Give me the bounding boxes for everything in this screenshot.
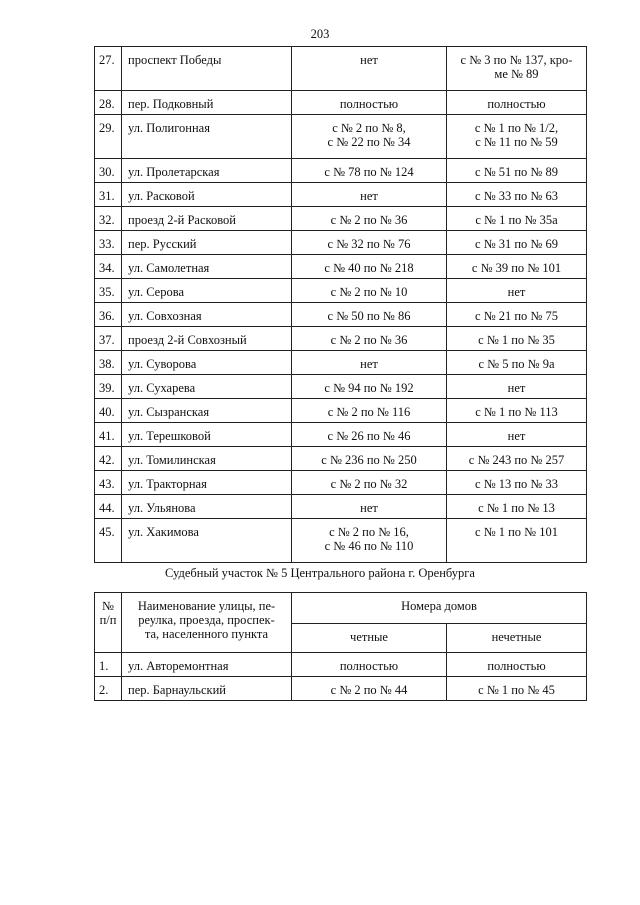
header-row-1: [95, 593, 587, 624]
even-houses: с № 2 по № 44: [292, 677, 447, 701]
street-name: проезд 2-й Расковой: [122, 207, 292, 231]
row-number: 34.: [95, 255, 122, 279]
street-row: [95, 495, 587, 519]
header-number: № п/п: [95, 593, 122, 653]
street-row: [95, 159, 587, 183]
street-name: ул. Томилинская: [122, 447, 292, 471]
street-name: ул. Серова: [122, 279, 292, 303]
court-district-5-table: [94, 592, 587, 701]
odd-houses: с № 39 по № 101: [447, 255, 587, 279]
header-odd: нечетные: [447, 624, 587, 653]
street-row: [95, 183, 587, 207]
street-name: пер. Подковный: [122, 91, 292, 115]
page-number: 203: [310, 27, 330, 41]
even-houses: с № 2 по № 36: [292, 327, 447, 351]
row-number: 43.: [95, 471, 122, 495]
odd-houses: с № 1 по № 113: [447, 399, 587, 423]
street-name: ул. Тракторная: [122, 471, 292, 495]
street-row: [95, 115, 587, 159]
row-number: 2.: [95, 677, 122, 701]
street-name: проезд 2-й Совхозный: [122, 327, 292, 351]
even-houses: нет: [292, 351, 447, 375]
row-number: 39.: [95, 375, 122, 399]
row-number: 40.: [95, 399, 122, 423]
row-number: 44.: [95, 495, 122, 519]
odd-houses: с № 33 по № 63: [447, 183, 587, 207]
street-name: ул. Совхозная: [122, 303, 292, 327]
street-row: [95, 207, 587, 231]
row-number: 42.: [95, 447, 122, 471]
street-name: ул. Расковой: [122, 183, 292, 207]
row-number: 35.: [95, 279, 122, 303]
even-houses: с № 2 по № 8, с № 22 по № 34: [292, 115, 447, 159]
odd-houses: полностью: [447, 91, 587, 115]
street-name: ул. Сухарева: [122, 375, 292, 399]
row-number: 29.: [95, 115, 122, 159]
even-houses: с № 78 по № 124: [292, 159, 447, 183]
street-row: [95, 351, 587, 375]
street-table-continued: [94, 46, 587, 563]
odd-houses: с № 21 по № 75: [447, 303, 587, 327]
row-number: 33.: [95, 231, 122, 255]
even-houses: с № 2 по № 10: [292, 279, 447, 303]
street-row: [95, 303, 587, 327]
odd-houses: с № 1 по № 35: [447, 327, 587, 351]
row-number: 41.: [95, 423, 122, 447]
street-name: ул. Суворова: [122, 351, 292, 375]
street-name: ул. Авторемонтная: [122, 653, 292, 677]
street-row: [95, 231, 587, 255]
street-name: ул. Ульянова: [122, 495, 292, 519]
even-houses: с № 32 по № 76: [292, 231, 447, 255]
even-houses: нет: [292, 495, 447, 519]
odd-houses: с № 1 по № 35а: [447, 207, 587, 231]
even-houses: с № 2 по № 116: [292, 399, 447, 423]
street-name: ул. Сызранская: [122, 399, 292, 423]
street-name: проспект Победы: [122, 47, 292, 91]
even-houses: нет: [292, 47, 447, 91]
street-name: ул. Самолетная: [122, 255, 292, 279]
street-row: [95, 399, 587, 423]
even-houses: с № 2 по № 36: [292, 207, 447, 231]
street-name: пер. Барнаульский: [122, 677, 292, 701]
header-even: четные: [292, 624, 447, 653]
odd-houses: с № 31 по № 69: [447, 231, 587, 255]
row-number: 31.: [95, 183, 122, 207]
odd-houses: нет: [447, 375, 587, 399]
street-row: [95, 255, 587, 279]
odd-houses: с № 243 по № 257: [447, 447, 587, 471]
even-houses: нет: [292, 183, 447, 207]
street-row: [95, 447, 587, 471]
street-name: ул. Пролетарская: [122, 159, 292, 183]
even-houses: с № 2 по № 16, с № 46 по № 110: [292, 519, 447, 563]
odd-houses: с № 1 по № 45: [447, 677, 587, 701]
street-row: [95, 327, 587, 351]
street-row: [95, 471, 587, 495]
section-title: Судебный участок № 5 Центрального района г. Оренбурга: [165, 566, 475, 580]
odd-houses: полностью: [447, 653, 587, 677]
header-street-name: Наименование улицы, пе- реулка, проезда, проспек- та, населенного пункта: [122, 593, 292, 653]
street-row: [95, 91, 587, 115]
street-row: [95, 519, 587, 563]
row-number: 28.: [95, 91, 122, 115]
street-name: пер. Русский: [122, 231, 292, 255]
even-houses: с № 236 по № 250: [292, 447, 447, 471]
street-row: [95, 423, 587, 447]
street-name: ул. Полигонная: [122, 115, 292, 159]
odd-houses: нет: [447, 423, 587, 447]
odd-houses: с № 5 по № 9а: [447, 351, 587, 375]
odd-houses: с № 3 по № 137, кро- ме № 89: [447, 47, 587, 91]
street-name: ул. Хакимова: [122, 519, 292, 563]
row-number: 36.: [95, 303, 122, 327]
row-number: 1.: [95, 653, 122, 677]
odd-houses: с № 1 по № 101: [447, 519, 587, 563]
even-houses: с № 94 по № 192: [292, 375, 447, 399]
row-number: 27.: [95, 47, 122, 91]
district5-street-row: [95, 653, 587, 677]
row-number: 32.: [95, 207, 122, 231]
street-row: [95, 47, 587, 91]
odd-houses: с № 1 по № 1/2, с № 11 по № 59: [447, 115, 587, 159]
even-houses: с № 50 по № 86: [292, 303, 447, 327]
row-number: 37.: [95, 327, 122, 351]
odd-houses: с № 1 по № 13: [447, 495, 587, 519]
odd-houses: с № 51 по № 89: [447, 159, 587, 183]
row-number: 45.: [95, 519, 122, 563]
header-house-numbers: Номера домов: [292, 593, 587, 624]
street-row: [95, 279, 587, 303]
row-number: 30.: [95, 159, 122, 183]
street-row: [95, 375, 587, 399]
row-number: 38.: [95, 351, 122, 375]
odd-houses: с № 13 по № 33: [447, 471, 587, 495]
even-houses: с № 40 по № 218: [292, 255, 447, 279]
even-houses: полностью: [292, 653, 447, 677]
even-houses: полностью: [292, 91, 447, 115]
even-houses: с № 26 по № 46: [292, 423, 447, 447]
odd-houses: нет: [447, 279, 587, 303]
district5-street-row: [95, 677, 587, 701]
even-houses: с № 2 по № 32: [292, 471, 447, 495]
street-name: ул. Терешковой: [122, 423, 292, 447]
